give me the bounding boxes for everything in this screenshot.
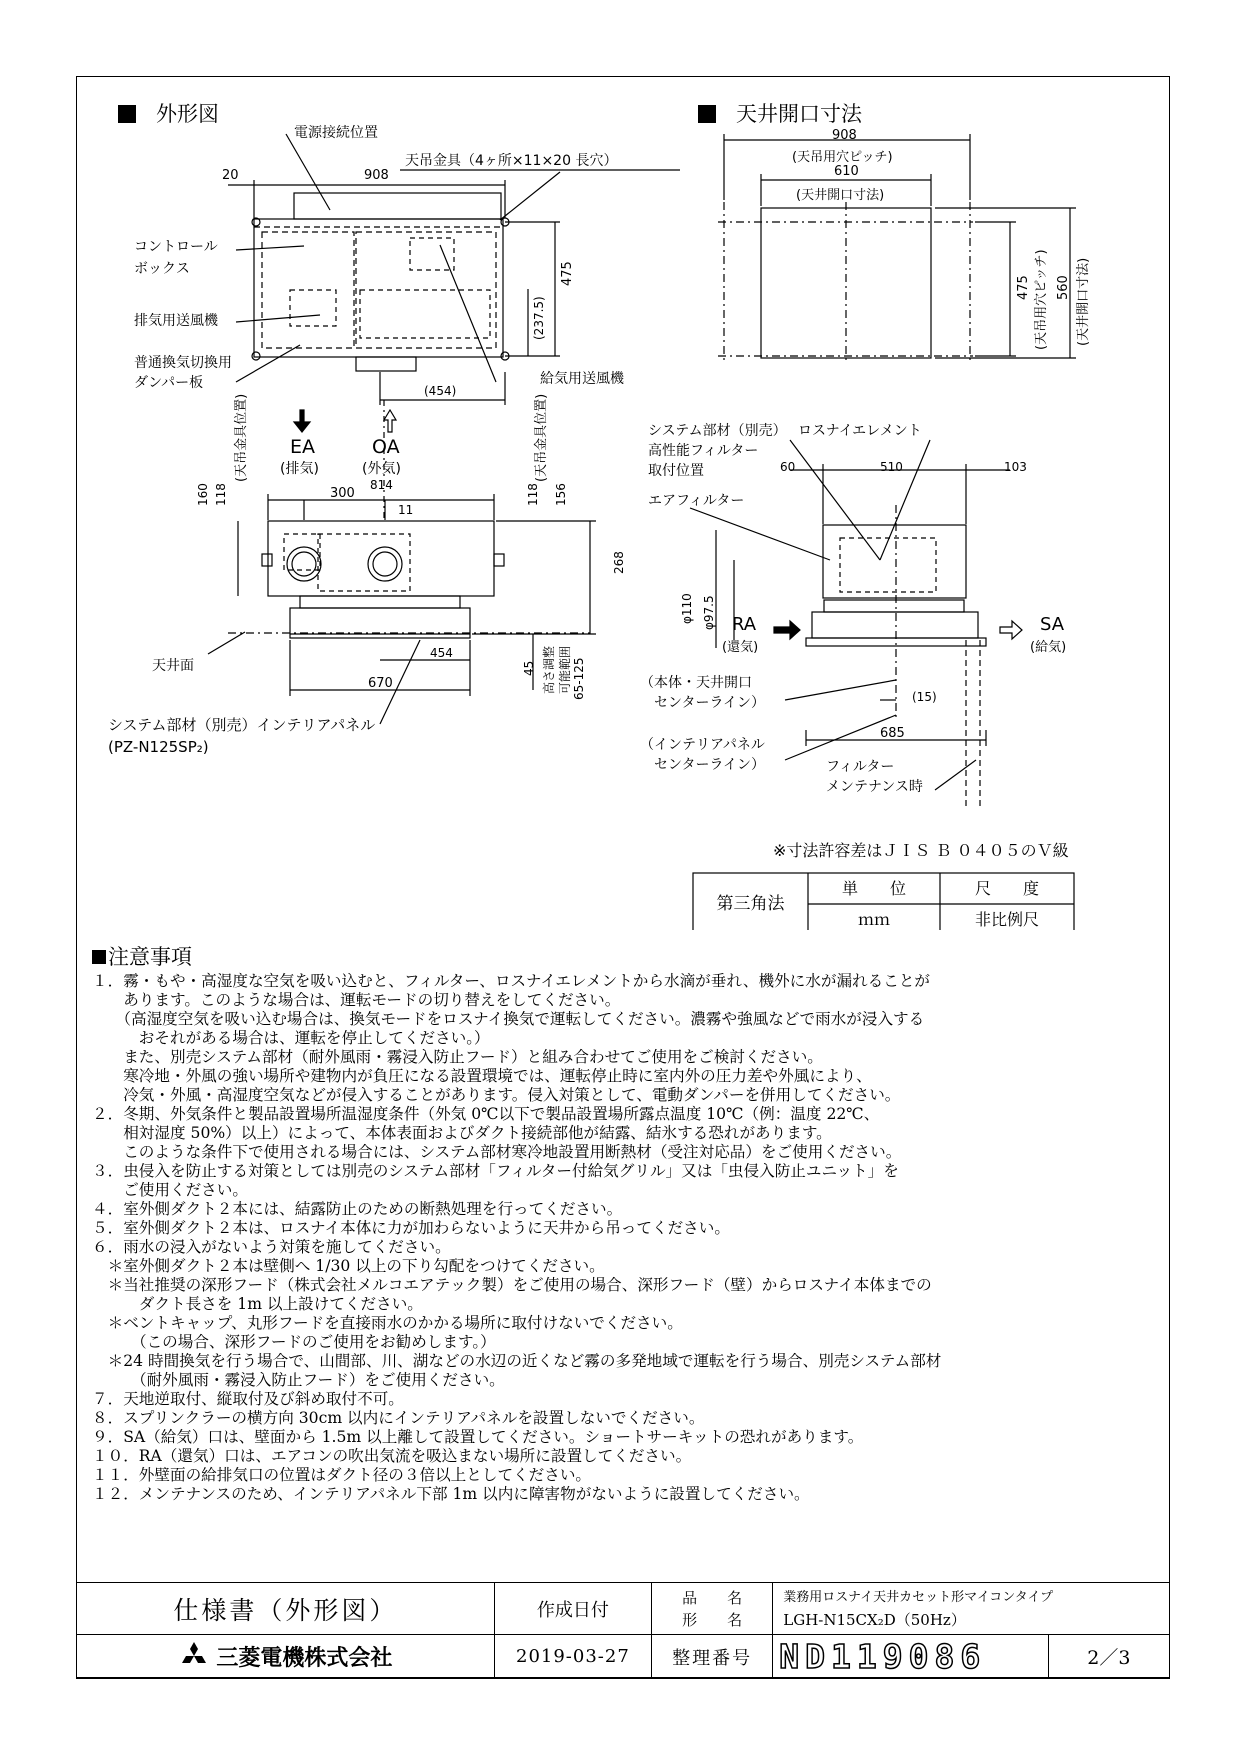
label-air-filter: エアフィルター xyxy=(648,493,745,509)
note-line: おそれがある場合は、運転を停止してください。） xyxy=(92,1029,490,1047)
label-hanger-pos-right: (天吊金具位置) xyxy=(534,393,549,482)
doc-title: 仕様書（外形図） xyxy=(77,1583,495,1635)
notes-section xyxy=(92,944,1152,1504)
note-line: １２．メンテナンスのため、インテリアパネル下部 1m 以内に障害物がないように設置してください。 xyxy=(92,1485,810,1503)
label-ea: EA xyxy=(290,436,316,458)
note-line: ご使用ください。 xyxy=(92,1181,248,1199)
section-heading-ceiling-opening: 天井開口寸法 xyxy=(698,98,862,128)
dim-20: 20 xyxy=(222,168,239,183)
dim-454-paren: (454) xyxy=(424,384,457,398)
note-line: 冷気・外風・高湿度空気などが侵入することがあります。侵入対策として、電動ダンパーを併用してください。 xyxy=(92,1086,901,1104)
label-ra-sub: (還気) xyxy=(722,640,759,655)
dim-45: 45 xyxy=(522,660,536,676)
note-line: ５．室外側ダクト２本は、ロスナイ本体に力が加わらないように天井から吊ってください。 xyxy=(92,1219,730,1237)
note-line: １１．外壁面の給排気口の位置はダクト径の３倍以上としてください。 xyxy=(92,1466,592,1484)
dim-685: 685 xyxy=(880,726,905,741)
product-model-labels xyxy=(652,1583,773,1635)
label-hp-filter-pos: 取付位置 xyxy=(648,463,704,479)
label-control-box-2: ボックス xyxy=(134,261,190,277)
dim-814: 814 xyxy=(370,478,393,492)
dim-908-top: 908 xyxy=(364,168,389,183)
label-height-adjust: 高さ調整 xyxy=(542,645,556,694)
dim-610: 610 xyxy=(834,164,859,179)
label-damper: 普通換気切換用 xyxy=(134,355,232,371)
label-ceiling-surface: 天井面 xyxy=(152,658,194,674)
dim-103: 103 xyxy=(1004,460,1027,474)
dim-908-opening: 908 xyxy=(832,128,857,143)
dim-268: 268 xyxy=(612,551,626,574)
ref-number: ND119086 xyxy=(773,1635,1049,1679)
note-line: 寒冷地・外風の強い場所や建物内が負圧になる設置環境では、運転停止時に室内外の圧力差や外風により、 xyxy=(92,1067,872,1085)
label-damper-2: ダンパー板 xyxy=(134,375,204,391)
dim-454: 454 xyxy=(430,646,453,660)
label-oa: OA xyxy=(372,436,400,458)
label-ra: RA xyxy=(732,614,757,635)
dim-11: 11 xyxy=(398,503,414,517)
label-filter-maint: フィルター xyxy=(826,759,895,775)
label-power-connection: 電源接続位置 xyxy=(294,125,378,141)
note-line: （耐外風雨・霧浸入防止フード）をご使用ください。 xyxy=(92,1371,505,1389)
dim-118-left: 118 xyxy=(214,483,228,506)
label-panel-centerline: （インテリアパネル xyxy=(640,737,765,753)
note-line: ８．スプリンクラーの横方向 30cm 以内にインテリアパネルを設置しないでください。 xyxy=(92,1409,705,1427)
label-exhaust-fan: 排気用送風機 xyxy=(134,313,218,329)
note-line: （この場合、深形フードのご使用をお勧めします。） xyxy=(92,1333,496,1351)
dim-237-5: (237.5) xyxy=(532,296,546,340)
note-line: 相対湿度 50%）以上）によって、本体表面およびダクト接続部他が結露、結氷する恐れがあります。 xyxy=(92,1124,832,1142)
page-number: 2／3 xyxy=(1048,1635,1169,1679)
label-opening-h: (天井開口寸法) xyxy=(796,188,885,203)
label-lossnay-element: ロスナイエレメント xyxy=(798,423,922,439)
label-oa-sub: (外気) xyxy=(362,461,401,477)
note-line: １．霧・もや・高湿度な空気を吸い込むと、フィルター、ロスナイエレメントから水滴が垂れ、機外に水が漏れることが xyxy=(92,972,931,990)
section-heading-external-view: 外形図 xyxy=(118,98,219,128)
note-line: ＊24 時間換気を行う場合で、山間部、川、湖などの水辺の近くなど霧の多発地域で運転を行う場合、別売システム部材 xyxy=(92,1352,942,1370)
label-system-parts: システム部材（別売） xyxy=(648,423,787,439)
dim-60: 60 xyxy=(780,460,796,474)
mitsubishi-logo-icon xyxy=(178,1642,210,1670)
label-opening-v: (天井開口寸法) xyxy=(1076,257,1091,346)
label-adjust-range: 可能範囲 xyxy=(558,645,572,694)
label-filter-maint-2: メンテナンス時 xyxy=(826,779,923,795)
square-bullet-icon xyxy=(92,950,106,964)
label-hp-filter: 高性能フィルター xyxy=(648,443,759,459)
scale-label: 尺 度 xyxy=(974,879,1039,898)
label-sa-sub: (給気) xyxy=(1030,640,1067,655)
dim-156: 156 xyxy=(554,483,568,506)
note-line: ダクト長さを 1m 以上設けてください。 xyxy=(92,1295,423,1313)
note-line: （高湿度空気を吸い込む場合は、換気モードをロスナイ換気で運転してください。濃霧や強風などで雨水が浸入する xyxy=(92,1010,925,1028)
note-line: ４．室外側ダクト２本には、結露防止のための断熱処理を行ってください。 xyxy=(92,1200,623,1218)
note-line: ＊当社推奨の深形フード（株式会社メルコエアテック製）をご使用の場合、深形フード（壁）からロスナイ本体までの xyxy=(92,1276,932,1294)
label-body-centerline: （本体・天井開口 xyxy=(640,675,752,691)
dim-300: 300 xyxy=(330,486,355,501)
dim-118-right: 118 xyxy=(526,483,540,506)
notes-heading: 注意事項 xyxy=(92,944,1152,970)
projection-method: 第三角法 xyxy=(716,894,785,914)
label-pitch-v: (天吊用穴ピッチ) xyxy=(1034,249,1049,350)
ceiling-opening-drawing xyxy=(718,134,1076,362)
product-name: 業務用ロスナイ天井カセット形マイコンタイプ xyxy=(783,1589,1054,1605)
label-control-box: コントロール xyxy=(134,239,218,255)
doc-date: 2019-03-27 xyxy=(494,1635,651,1679)
label-hanger: 天吊金具（4ヶ所×11×20 長穴） xyxy=(405,153,618,169)
label-pitch-h: (天吊用穴ピッチ) xyxy=(792,150,893,165)
dim-475-opening: 475 xyxy=(1016,275,1031,300)
note-line: ７．天地逆取付、縦取付及び斜め取付不可。 xyxy=(92,1390,404,1408)
note-line: ２．冬期、外気条件と製品設置場所温湿度条件（外気 0℃以下で製品設置場所露点温度 10℃（例：温度 22℃、 xyxy=(92,1105,880,1123)
top-view-drawing xyxy=(228,134,680,405)
dim-dia-97-5: φ97.5 xyxy=(702,595,716,630)
note-line: ９．SA（給気）口は、壁面から 1.5m 以上離して設置してください。ショートサーキットの恐れがあります。 xyxy=(92,1428,864,1446)
label-body-centerline-2: センターライン） xyxy=(654,695,766,711)
dim-dia-110: φ110 xyxy=(680,593,694,624)
product-label: 品 名 xyxy=(682,1588,743,1607)
model-label: 形 名 xyxy=(682,1610,743,1629)
company-cell xyxy=(77,1635,495,1679)
tolerance-note: ※寸法許容差はＪＩＳ Ｂ ０４０５のＶ級 xyxy=(773,841,1069,860)
label-sa: SA xyxy=(1040,614,1065,635)
scale-value: 非比例尺 xyxy=(974,910,1039,929)
dim-15: (15) xyxy=(912,690,937,704)
note-line: あります。このような場合は、運転モードの切り替えをしてください。 xyxy=(92,991,621,1009)
note-line: このような条件下で使用される場合には、システム部材寒冷地設置用断熱材（受注対応品）をご使用ください。 xyxy=(92,1143,902,1161)
created-label: 作成日付 xyxy=(494,1583,651,1635)
note-line: ６．雨水の浸入がないよう対策を施してください。 xyxy=(92,1238,451,1256)
label-adjust-values: 65-125 xyxy=(572,657,586,700)
label-panel-centerline-2: センターライン） xyxy=(654,757,766,773)
label-hanger-pos-left: (天吊金具位置) xyxy=(234,393,249,482)
dim-560: 560 xyxy=(1056,275,1071,300)
label-interior-panel: システム部材（別売）インテリアパネル xyxy=(108,716,376,734)
title-block xyxy=(76,1582,1170,1679)
dim-160: 160 xyxy=(196,483,210,506)
unit-value: ｍｍ xyxy=(857,910,890,929)
product-model-values xyxy=(773,1583,1170,1635)
note-line: ＊室外側ダクト２本は壁側へ 1/30 以上の下り勾配をつけてください。 xyxy=(92,1257,605,1275)
ref-label: 整理番号 xyxy=(652,1635,773,1679)
label-panel-model: (PZ-N125SP₂) xyxy=(108,738,209,756)
unit-label: 単 位 xyxy=(841,879,906,898)
note-line: １０．RA（還気）口は、エアコンの吹出気流を吸込まない場所に設置してください。 xyxy=(92,1447,692,1465)
note-line: ＊ベントキャップ、丸形フードを直接雨水のかかる場所に取付けないでください。 xyxy=(92,1314,683,1332)
note-line: また、別売システム部材（耐外風雨・霧浸入防止フード）と組み合わせてご使用をご検討ください。 xyxy=(92,1048,823,1066)
model-name: LGH-N15CX₂D（50Hz） xyxy=(783,1610,966,1629)
dim-475-top: 475 xyxy=(560,261,575,286)
dim-510: 510 xyxy=(880,460,903,474)
label-ea-sub: (排気) xyxy=(280,461,319,477)
label-supply-fan: 給気用送風機 xyxy=(540,371,624,387)
note-line: ３．虫侵入を防止する対策としては別売のシステム部材「フィルター付給気グリル」又は「虫侵入防止ユニット」を xyxy=(92,1162,899,1180)
dim-670: 670 xyxy=(368,676,393,691)
company-name: 三菱電機株式会社 xyxy=(216,1646,393,1671)
